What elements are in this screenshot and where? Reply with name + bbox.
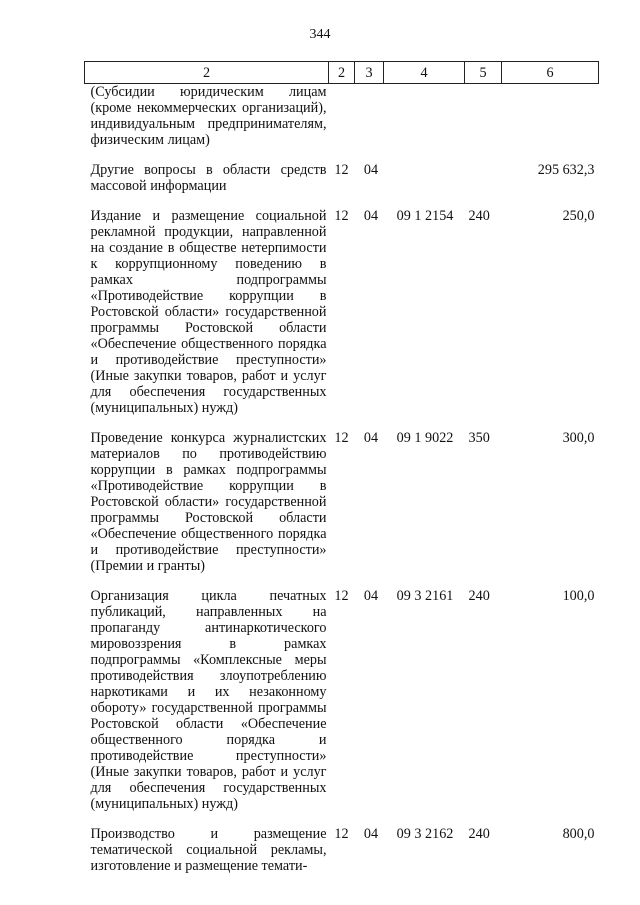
page-number: 344 xyxy=(309,27,331,42)
row-csr xyxy=(384,162,465,194)
table-row xyxy=(85,826,599,874)
table-row xyxy=(85,588,599,812)
row-name: Производство и размещение тематической социальной рекламы, изготовление и размещение темати- xyxy=(90,826,327,874)
header-cell-vr: 5 xyxy=(465,62,502,84)
header-cell-pr: 3 xyxy=(355,62,384,84)
row-sum: 300,0 xyxy=(562,430,595,446)
table-row xyxy=(85,84,599,149)
row-vr: 350 xyxy=(468,430,490,446)
row-vr: 240 xyxy=(468,826,490,842)
row-rz xyxy=(329,84,355,149)
header-cell-sum: 6 xyxy=(502,62,599,84)
header-cell-rz: 2 xyxy=(329,62,355,84)
row-csr: 09 1 2154 xyxy=(396,208,454,224)
row-vr: 240 xyxy=(468,208,490,224)
budget-table xyxy=(84,61,599,874)
row-rz: 12 xyxy=(334,208,349,224)
row-sum: 100,0 xyxy=(562,588,595,604)
row-name: Проведение конкурса журналистских материалов по противодействию коррупции в рамках подпрограммы «Противодействие коррупции в Ростовской области» государственной программы Ростовской области «Обеспечение общественного порядка и противодействие преступности» (Премии и гранты) xyxy=(90,430,327,574)
row-name: (Субсидии юридическим лицам (кроме некоммерческих организаций), индивидуальным предпринимателям, физическим лицам) xyxy=(90,84,327,148)
row-name: Организация цикла печатных публикаций, направленных на пропаганду антинаркотического мировоззрения в рамках подпрограммы «Комплексные меры противодействия злоупотреблению наркотиками и их незаконному обороту» государственной программы Ростовской области «Обеспечение общественного порядка и противодействие преступности» (Иные закупки товаров, работ и услуг для обеспечения государственных (муниципальных) нужд) xyxy=(90,588,327,812)
row-name: Другие вопросы в области средств массовой информации xyxy=(90,162,327,194)
row-sum: 295 632,3 xyxy=(537,162,595,178)
row-pr xyxy=(355,84,384,149)
row-csr: 09 3 2162 xyxy=(396,826,454,842)
row-rz: 12 xyxy=(334,430,349,446)
row-vr xyxy=(465,84,502,149)
table-header-row xyxy=(85,62,599,84)
table-row xyxy=(85,208,599,416)
row-pr: 04 xyxy=(363,588,379,604)
row-pr: 04 xyxy=(363,162,379,178)
header-cell-csr: 4 xyxy=(384,62,465,84)
row-rz: 12 xyxy=(334,826,349,842)
row-csr: 09 1 9022 xyxy=(396,430,454,446)
row-pr: 04 xyxy=(363,208,379,224)
row-name: Издание и размещение социальной рекламной продукции, направленной на создание в обществе нетерпимости к коррупционному поведению в рамках подпрограммы «Противодействие коррупции в Ростовской области» государственной программы Ростовской области «Обеспечение общественного порядка и противодействие преступности» (Иные закупки товаров, работ и услуг для обеспечения государственных (муниципальных) нужд) xyxy=(90,208,327,416)
row-rz: 12 xyxy=(334,588,349,604)
table-row xyxy=(85,162,599,194)
header-cell-name: 2 xyxy=(85,62,329,84)
table-row xyxy=(85,430,599,574)
row-pr: 04 xyxy=(363,430,379,446)
row-sum: 800,0 xyxy=(562,826,595,842)
row-sum: 250,0 xyxy=(562,208,595,224)
row-rz: 12 xyxy=(334,162,349,178)
row-pr: 04 xyxy=(363,826,379,842)
row-csr xyxy=(384,84,465,149)
row-vr: 240 xyxy=(468,588,490,604)
row-csr: 09 3 2161 xyxy=(396,588,454,604)
row-vr xyxy=(465,162,502,194)
row-sum xyxy=(502,84,599,149)
